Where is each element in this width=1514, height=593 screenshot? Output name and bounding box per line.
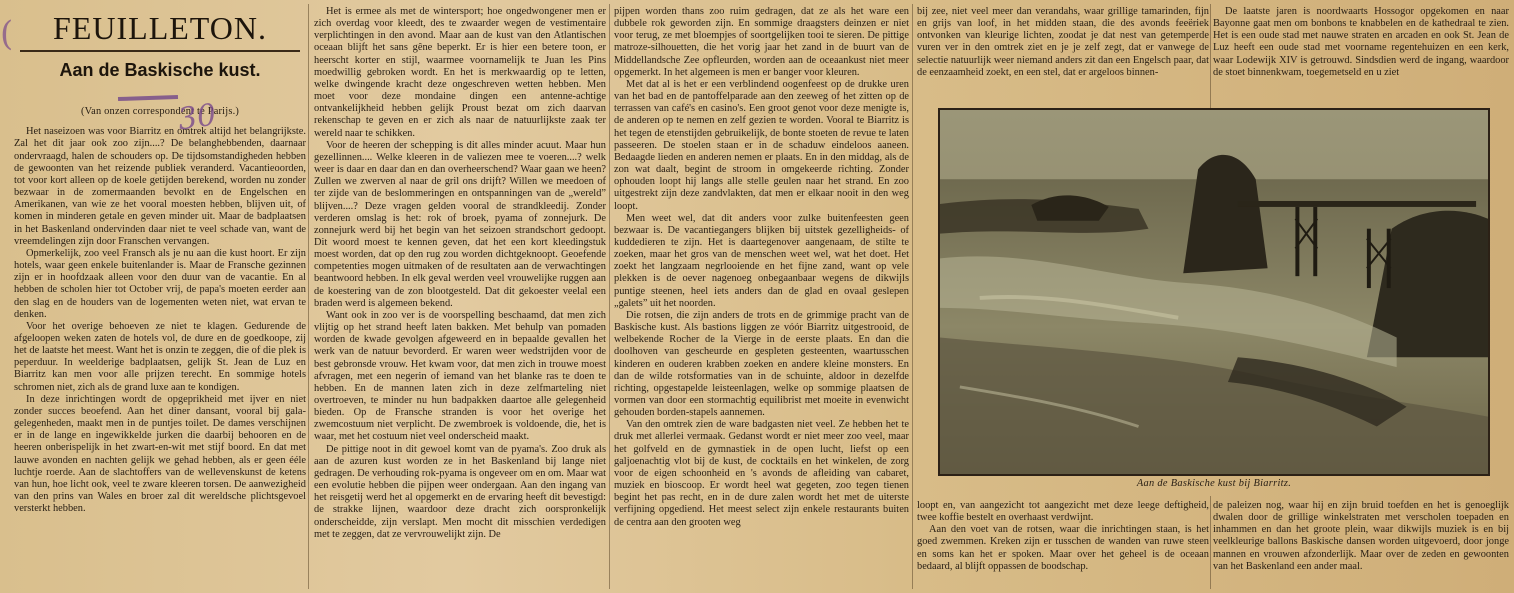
column-1 [14, 6, 306, 589]
paragraph: Want ook in zoo ver is de voorspelling beschaamd, dat men zich vlijtig op het strand heeft laten bakken. Met behulp van pomaden worden de kwade gevolgen afgeweerd en in bepaalde gevallen het werk van de natuur bevorderd. Er waren weer wedstrijden voor de best gebronsde vrouw. Het kwam voor, dat men zich in trouwe moest afvragen, met een negerin of iemand van het blanke ras te doen te hebben. En de mannen laten zich in deze zelfmarteling niet overtroeven, te minder nu hun badpakken daartoe alle gelegenheid bieden. Op de Fransche stranden is voor het overige het zwemcostuum niet verplicht. De zwembroek is voldoende, die, het is waar, met het costuum niet veel onderscheid maakt. [314, 309, 606, 443]
paragraph: Men weet wel, dat dit anders voor zulke buitenfeesten geen bezwaar is. De vacantiegangers blijken bij uitstek gezelligheids- of kuddedieren te zijn. Het is daartegenover aangenaam, de stilte te zoeken, maar het gros van de menschen weet wel, wat het doet. Het zoekt het langzaam negrlooiende en het fijne zand, want op vele plekken is de oever nagenoeg onbegaanbaar wegens de dikwijls puntige steenen, heel iets anders dan de glad en ovaal geslepen „galets” uit het noorden. [614, 212, 909, 309]
handwritten-note: 30 [175, 97, 219, 138]
paragraph: De laatste jaren is noordwaarts Hossogor opgekomen en naar Bayonne gaat men om bonbons te knabbelen en de kathedraal te zien. Het is een oude stad met nauwe straten en arcaden en ook St. Jean de Luz heeft een oude stad met voorname regentehuizen en een kerk, waar Lodewijk XIV is getrouwd. Sindsdien werd de ingang, waardoor de stoet binnenkwam, toegemetseld en u ziet [1213, 6, 1509, 78]
paragraph: de paleizen nog, waar hij en zijn bruid toefden en het is genoeglijk dwalen door de grillige winkelstraten met verscholen toepaden en inhammen en dan het groote plein, waar dikwijls muziek is en bij veelkleurige ballons Baskische dansen worden uitgevoerd, door jonge mannen en vrouwen afzonderlijk. Maar over de zeden en gewoonten van het Baskenland een ander maal. [1213, 500, 1509, 572]
paragraph: pijpen worden thans zoo ruim gedragen, dat ze als het ware een dubbele rok geworden zijn. En sommige draagsters deinzen er niet voor terug, ze met bloempjes of soortgelijken tooi te sieren. De pittige matroze-silhouetten, die het vorig jaar het zand in de buurt van de Middellandsche Zee opfleurden, worden aan de oceaankust niet meer opgemerkt. In het algemeen is men er banger voor kleuren. [614, 6, 909, 78]
byline: (Van onzen correspondent te Parijs.) [80, 106, 240, 118]
paragraph: Opmerkelijk, zoo veel Fransch als je nu aan die kust hoort. Er zijn hotels, waar geen enkele buitenlander is. Maar de Fransche gezinnen zijn er in hoofdzaak alleen voor den duur van de vacantie. En al hebben de scholen hier tot October vrij, de papa's moeten eerder aan den slag en de houders van de logementen weten niet, wat ervan te denken. [14, 247, 306, 320]
paragraph: Het naseizoen was voor Biarritz en omtrek altijd het belangrijkste. Zal het dit jaar ook zoo zijn....? De belanghebbenden, daarnaar ondervraagd, halen de schouders op. De tijdsomstandigheden hebben de gewoonten van het reizende publiek veranderd. Vacantieoorden, tot voor kort alleen op de koele getijden berekend, worden nu zonder bezwaar in de zomermaanden bevolkt en de Engelschen en Amerikanen, van wie ze het vooral moesten hebben, blijven uit, of komen in minderen getale en geven minder uit. Maar de badplaatsen in het Baskenland ondervinden daar niet te veel schade van, want de vreemdelingen zijn door Franschen vervangen. [14, 126, 306, 247]
column-rule [912, 4, 913, 589]
column-rule [308, 4, 309, 589]
paragraph: Aan den voet van de rotsen, waar die inrichtingen staan, is het goed zwemmen. Kreken zijn er tusschen de wanden van ruwe steen en soms kan het er spoken. Maar over het geheel is de oceaan bedaard, al blijft oppassen de boodschap. [917, 524, 1209, 572]
column-4-bottom [917, 500, 1209, 589]
paragraph: loopt en, van aangezicht tot aangezicht met deze leege deftigheid, twee koffie bestelt en overhaast verdwijnt. [917, 500, 1209, 524]
title-rule [20, 50, 300, 52]
paragraph: Van den omtrek zien de ware badgasten niet veel. Ze hebben het te druk met allerlei vermaak. Gedanst wordt er niet meer zoo veel, maar het golfveld en de gymnastiek in de open lucht, liefst op een galjoenachtig vlot bij de kust, de cocktails en het winkelen, de zorg voor de eigen schoonheid en 's avonds de afleiding van cabaret, muziek en bioscoop. Er wordt heel wat gegeten, zoo tegen tienen begint het pas recht, en in de dure zalen wordt het met de uiterste verfijning opgediend. Het meest select zijn enkele restaurants buiten de centra aan den grooten weg [614, 419, 909, 528]
paragraph: Voor het overige behoeven ze niet te klagen. Gedurende de afgeloopen weken zaten de hotels vol, de dure en de goedkoope, zij het de laatste het meest. Want het is onzin te zeggen, die of die plek is peperduur. In weelderige badplaatsen, gelijk St. Jean de Luz en Biarritz kan men voor alle prijzen terecht. En sommige hotels schromen niet, zich als de grand luxe aan te kondigen. [14, 320, 306, 393]
paragraph: De pittige noot in dit gewoel komt van de pyama's. Zoo druk als aan de azuren kust worden ze in het Baskenland bij lange niet gedragen. De verhouding rok-pyama is ongeveer om en om. Maar wat een evolutie hebben die pijpen weer ondergaan. Aan den ingang van het reisgetij werd het al opgemerkt en de ervaring heeft dit bevestigd: de strakke lijnen, waardoor deze dracht zich oorspronkelijk onderscheidde, zijn verslapt. Men mocht dit misschien verdedigen met te zeggen, dat ze vervrouwelijkt zijn. De [314, 443, 606, 540]
column-rule [1210, 496, 1211, 589]
paragraph: bij zee, niet veel meer dan verandahs, waar grillige tamarinden, fijn en grijs van loof, in het midden staan, die des avonds feeëriek ontvonken van kleurige lichten, zoodat je dat nest van getemperde vuren ver in den omtrek ziet en je je zelf zegt, dat er vanwege de selectie natuurlijk weer niemand anders zit dan een Engelsch paar, dat de eenzaamheid zoekt, en een stel, dat er argeloos binnen- [917, 6, 1209, 78]
column-rule [1210, 4, 1211, 108]
coast-photo [938, 108, 1490, 476]
column-rule [609, 4, 610, 589]
paragraph: Het is ermee als met de wintersport; hoe ongedwongener men er zich overdag voor kleedt, des te zwaarder wegen de vestimentaire verplichtingen in den avond. Maar aan de kust van den Atlantischen oceaan blijft het sans gêne beperkt. Er is hier een betere toon, er heerscht korter en stijl, waarmee voornamelijk te Juan les Pins moedwillig gebroken wordt. En het is merkwaardig op te letten, welke dwingende kracht deze ongeschreven wetten hebben. Men moet voor deze mondaine dingen een antenne-achtige ontvankelijkheid hebben gelijk Proust bezat om zich daarvan rekenschap te geven en er zich als naar de natuurlijkste zaak ter wereld naar te schikken. [314, 6, 606, 139]
section-title: FEUILLETON. [53, 10, 267, 46]
column-2 [314, 6, 606, 589]
paragraph: In deze inrichtingen wordt de opgeprikheid met ijver en niet zonder succes beoefend. Aan het diner dansant, vooral bij gala-gelegenheden, maakt men in de puntjes toilet. De dames verschijnen er in de lange en ingewikkelde jurken die daarbij behooren en de heeren onberispelijk in het zwart-en-wit met stijf boord. En dat met lauwe avonden en nachten gelijk we gehad hebben, als er geen ééle luchtje roerde. Aan de slachtoffers van de wellevenskunst de ketens van hun, hoe licht ook, veel te zware kleeren torsen. De aanwezigheid van den prins van Wales en broer zal dit wereldsche plichtsgevoel versterkt hebben. [14, 393, 306, 515]
paragraph: Met dat al is het er een verblindend oogenfeest op de drukke uren van het bad en de pantoffelparade aan den zeeweg of het zitten op de terrassen van café's en casino's. Een groot genot voor deze menigte is, de anderen op te nemen en zelf gezien te worden. Vooral te Biarritz is het tegen de etenstijden gebruikelijk, de bonte stoeten de revue te laten passeeren. De stoelen staan er in de schaduw eindeloos aaneen. Bedaagde lieden en anderen nemen er plaats. En in den middag, als de zon wat daalt, begint de stroom in omgekeerde richting. Zonder ophouden loopt hij langs alle stelle geulen naar het strand. En zoo uitgestrekt zijn deze zandvlakten, dat men er elkaar nooit in den weg loopt. [614, 78, 909, 212]
photo-illustration [940, 110, 1488, 474]
headline: Aan de Baskische kust. [59, 60, 261, 80]
column-4-top [917, 6, 1209, 114]
column-5-bottom [1213, 500, 1509, 589]
column-5-top [1213, 6, 1509, 114]
column-3 [614, 6, 909, 589]
photo-caption: Aan de Baskische kust bij Biarritz. [1136, 478, 1292, 489]
handwritten-mark: ( [0, 14, 14, 54]
paragraph: Voor de heeren der schepping is dit alles minder acuut. Maar hun gezellinnen.... Welke kleeren in de valiezen mee te voeren....? welk weer is daar en daar dan en dan overheerschend? Waar gaan we heen? Zullen we zwerven al naar de gril ons drijft? Willen we meedoen of ter zijde van de beslommeringen en ontspanningen van de „wereld” blijven....? Deze vragen gelden vooral de strandkleedij. Zonder verderen omslag is het: rok of broek, pyama of zonnejurk. De zonnejurk werd bij het begin van het seizoen strandschort gedoopt. Dit woord moest te kennen geven, dat het een kort kleedingstuk moest worden, dat op den rug zou worden dichtgeknoopt. Geoefende competenties mogen uitmaken of de resultaten aan de verwachtingen beantwoord hebben. In elk geval werden veel vrouwelijke ruggen aan de koestering van de zon blootgesteld. Dat dit gekoester veelal een braden werd is algemeen bekend. [314, 139, 606, 309]
paragraph: Die rotsen, die zijn anders de trots en de grimmige pracht van de Baskische kust. Als bastions liggen ze vóór Biarritz uitgestrooid, de welbekende Rocher de la Vierge in de eerste plaats. En dan die doolhoven van gescheurde en gespleten gesteenten, waartusschen kinderen en ouderen krabben zoeken en andere kleine monsters. En dan de wilde rotsformaties van in de schuinte, aldoor in dezelfde richting, opgestapelde leisteenlagen, welke op sommige plaatsen de vormen van door een stormachtig equilibrist met moeite in evenwicht gehouden borden-stapels aannemen. [614, 309, 909, 419]
